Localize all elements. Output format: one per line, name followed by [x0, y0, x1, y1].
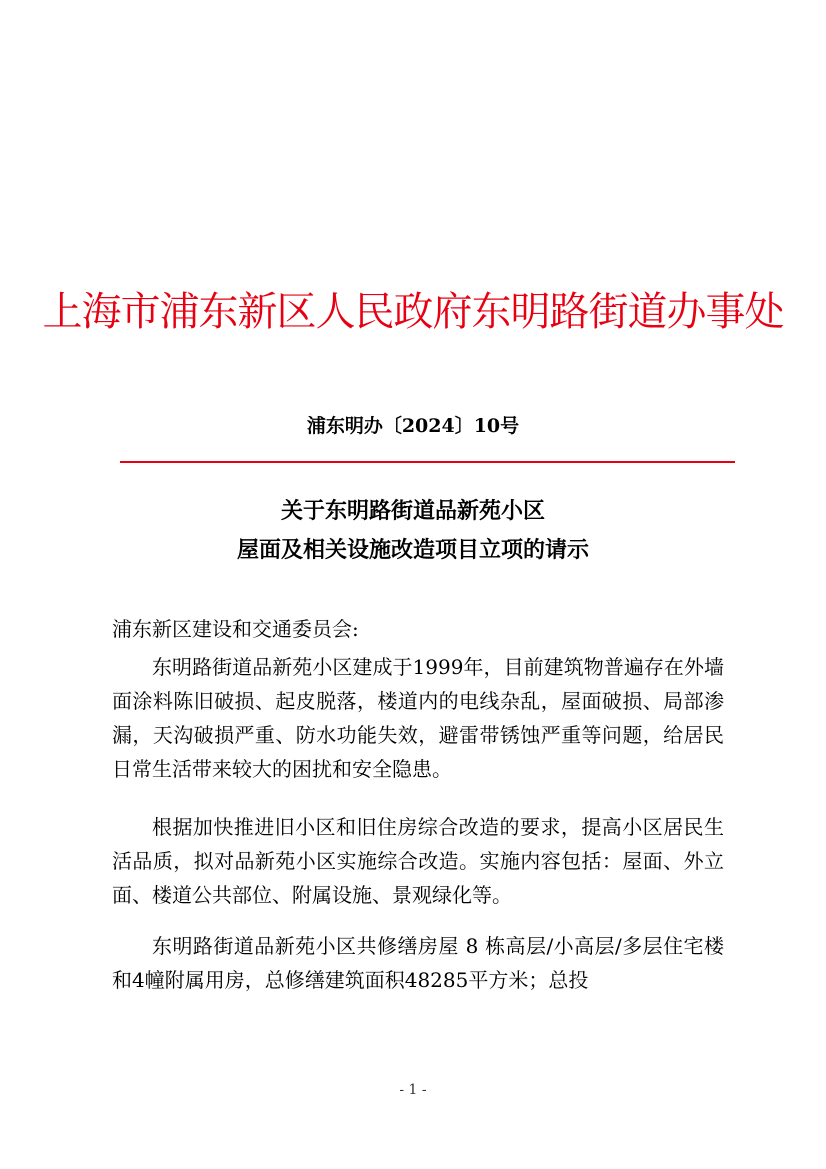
body-paragraph-3: 东明路街道品新苑小区共修缮房屋 8 栋高层/小高层/多层住宅楼和4幢附属用房，总修缮建筑面积48285平方米；总投	[112, 934, 724, 992]
addressee: 浦东新区建设和交通委员会:	[112, 617, 359, 641]
red-divider-line	[120, 461, 735, 463]
document-title-line-2: 屋面及相关设施改造项目立项的请示	[236, 537, 589, 563]
document-number: 浦东明办〔2024〕10号	[306, 415, 520, 437]
document-title-line-1: 关于东明路街道品新苑小区	[280, 498, 545, 524]
body-paragraph-2: 根据加快推进旧小区和旧住房综合改造的要求，提高小区居民生活品质，拟对品新苑小区实施综合改造。实施内容包括：屋面、外立面、楼道公共部位、附属设施、景观绿化等。	[112, 815, 724, 907]
body-paragraph-1: 东明路街道品新苑小区建成于1999年，目前建筑物普遍存在外墙面涂料陈旧破损、起皮脱落，楼道内的电线杂乱，屋面破损、局部渗漏，天沟破损严重、防水功能失效，避雷带锈蚀严重等问题，给居民日常生活带来较大的困扰和安全隐患。	[112, 655, 724, 781]
page-number: - 1 -	[399, 1082, 427, 1098]
issuing-organization-header: 上海市浦东新区人民政府东明路街道办事处	[42, 289, 784, 335]
